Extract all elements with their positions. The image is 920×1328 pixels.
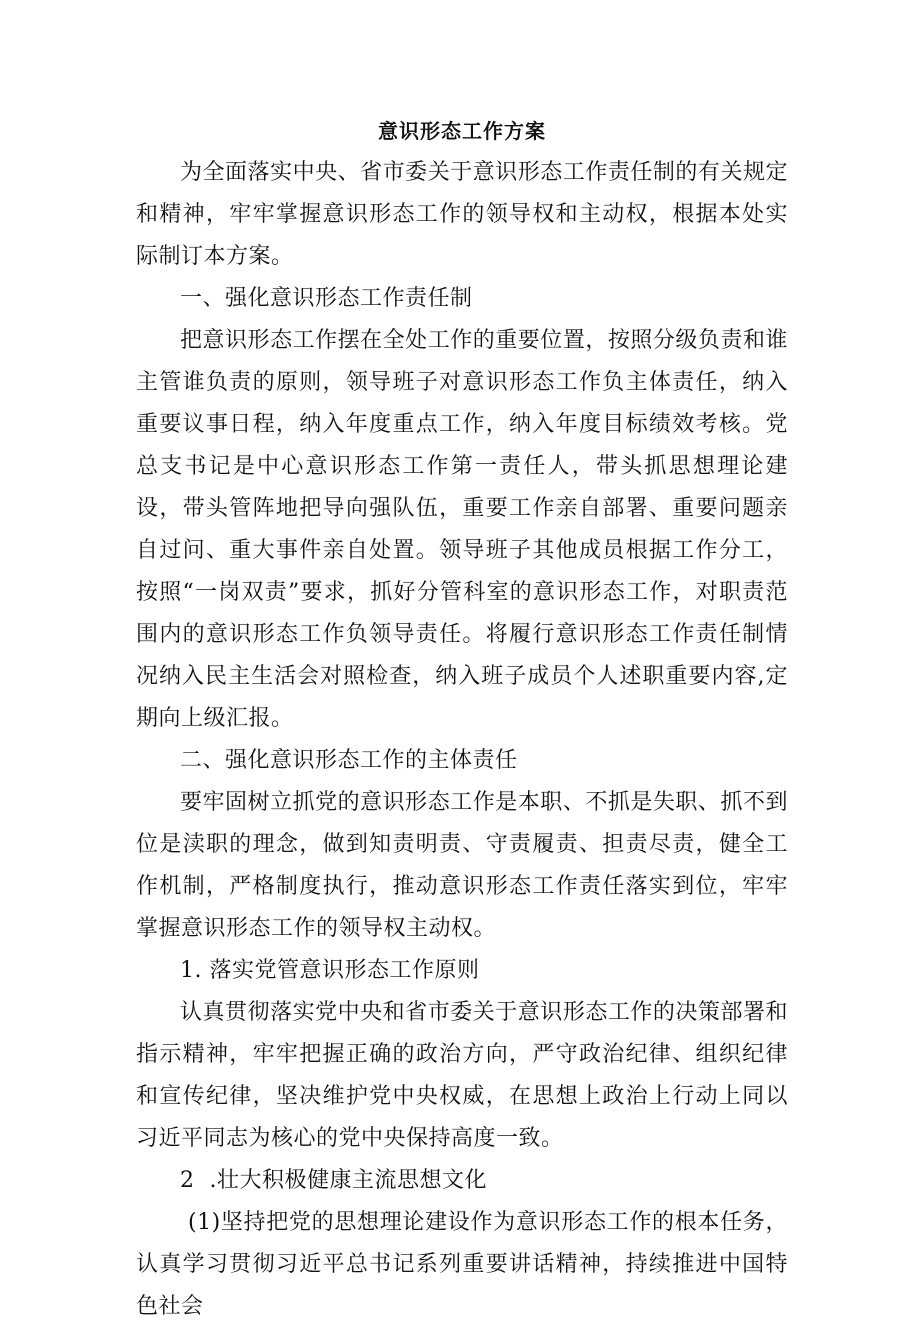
subsection-heading-1: 1. 落实党管意识形态工作原则 — [180, 958, 480, 983]
subsection-1-paragraph: 认真贯彻落实党中央和省市委关于意识形态工作的决策部署和指示精神，牢牢把握正确的政治方向，严守政治纪律、组织纪律和宣传纪律，坚决维护党中央权威，在思想上政治上行动上同以习近平同志为核心的党中央保持高度一致。 — [136, 1000, 788, 1151]
subsection-2-item-1: (1)坚持把党的思想理论建设作为意识形态工作的根本任务，认真学习贯彻习近平总书记系列重要讲话精神，持续推进中国特色社会 — [136, 1210, 788, 1319]
section-2-paragraph: 要牢固树立抓党的意识形态工作是本职、不抓是失职、抓不到位是渎职的理念，做到知责明责、守责履责、担责尽责，健全工作机制，严格制度执行，推动意识形态工作责任落实到位，牢牢掌握意识形态工作的领导权主动权。 — [136, 790, 788, 941]
section-heading-2: 二、强化意识形态工作的主体责任 — [180, 748, 518, 773]
intro-paragraph: 为全面落实中央、省市委关于意识形态工作责任制的有关规定和精神，牢牢掌握意识形态工作的领导权和主动权，根据本处实际制订本方案。 — [136, 160, 788, 269]
document-title: 意识形态工作方案 — [378, 119, 546, 143]
section-1-paragraph: 把意识形态工作摆在全处工作的重要位置，按照分级负责和谁主管谁负责的原则，领导班子对意识形态工作负主体责任，纳入重要议事日程，纳入年度重点工作，纳入年度目标绩效考核。党总支书记是中心意识形态工作第一责任人，带头抓思想理论建设，带头管阵地把导向强队伍，重要工作亲自部署、重要问题亲自过问、重大事件亲自处置。领导班子其他成员根据工作分工，按照“一岗双责”要求，抓好分管科室的意识形态工作，对职责范围内的意识形态工作负领导责任。将履行意识形态工作责任制情况纳入民主生活会对照检查，纳入班子成员个人述职重要内容,定期向上级汇报。 — [136, 328, 788, 731]
section-heading-1: 一、强化意识形态工作责任制 — [180, 286, 473, 311]
subsection-heading-2: 2 .壮大积极健康主流思想文化 — [180, 1168, 487, 1193]
